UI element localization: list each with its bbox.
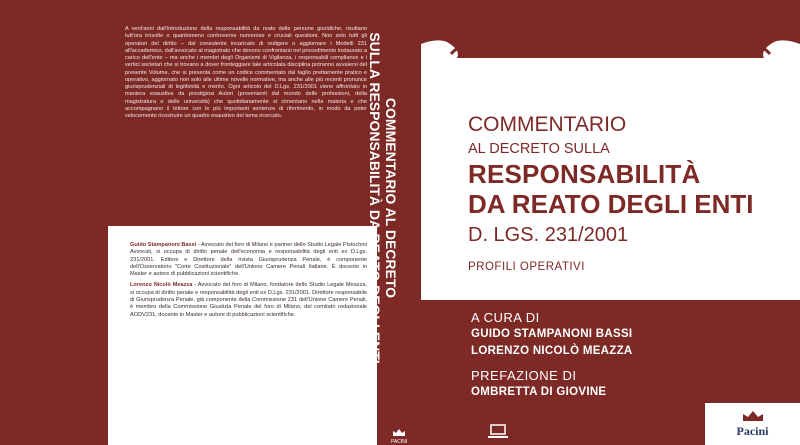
- preface-author: OMBRETTA DI GIOVINE: [471, 386, 607, 398]
- title-line: COMMENTARIO: [468, 113, 627, 136]
- author-bio-text: - Avvocato del foro di Milano, fondatore dello Studio Legale Meazza, si occupa di diritto penale e responsabilità degli enti ex D.Lgs. 231/2001. Direttore responsabile di Giurisprudenza Penale, già componente della Commissione 231 dell'Unione Camere Penali, è membro della Commissione Giustizia Penale del foro di Milano, del comitato redazionale AODV231, docente in Master e autore di pubblicazioni scientifiche.: [130, 282, 367, 318]
- crown-icon: [740, 410, 766, 422]
- title-line: RESPONSABILITÀ: [468, 159, 701, 189]
- spine-title-line2: SULLA RESPONSABILITÀ DA REATO DEGLI ENTI: [367, 32, 383, 364]
- series-name: / COMMENTARI: [519, 0, 702, 19]
- author-bio-name: Lorenzo Nicolò Meazza: [130, 282, 193, 289]
- spine-title-line1: COMMENTARIO AL DECRETO: [383, 97, 399, 299]
- front-cover: [421, 0, 800, 445]
- back-cover-blurb-panel: [108, 0, 377, 226]
- editor-name: GUIDO STAMPANONI BASSI: [471, 328, 633, 340]
- ebook-laptop-icon: [487, 423, 509, 439]
- publisher-name: Pacini: [736, 424, 769, 438]
- back-cover-strip: [0, 0, 108, 445]
- spine-publisher-logo: [391, 427, 407, 445]
- spine-publisher-label: PACINI: [391, 439, 408, 445]
- preface-label: PREFAZIONE DI: [471, 368, 577, 383]
- book-title: [468, 113, 754, 274]
- author-bios-panel: [108, 236, 377, 445]
- title-line: DA REATO DEGLI ENTI: [468, 189, 754, 219]
- book-spine: [367, 0, 421, 445]
- series-subtitle: di giurisprudenza e dottrina: [531, 18, 690, 33]
- curated-by-label: A CURA DI: [471, 310, 540, 325]
- back-cover: [0, 0, 377, 445]
- back-cover-blurb: A vent'anni dall'introduzione della responsabilità da reato delle persone giuridiche, risultano tutt'ora irrisolte o quantomeno controverse numerose e cruciali questioni. Non solo tutti gli operatori del diritto – dal consulente incaricato di redigere o aggiornare i Modelli 231 all'accademico, dall'avvocato al magistrato che devono confrontarsi nel procedimento instaurato a carico dell'ente – ma anche i membri degli Organismi di Vigilanza, i responsabili compliance e i vertici societari che si trovano a dover fronteggiare tale articolata disciplina potranno avvalersi del presente Volume, che si presenta come un codice commentato dal taglio prettamente pratico e operativo, aggiornato non solo alle ultime novelle normative, ma anche alle più recenti pronunce giurisprudenziali di legittimità e merito. Ogni articolo del D.Lgs. 231/2001 viene affrontato in maniera esaustiva da prestigiosi Autori (provenienti dal mondo delle professioni, della magistratura e delle università) che quotidianamente si cimentano nella materia e che accompagnano il lettore con le più importanti sentenze di riferimento, in modo da poter velocemente ricostruire un quadro esaustivo del tema ricercato.: [125, 26, 367, 119]
- spine-emblem-icon: [391, 427, 407, 437]
- author-bio: [130, 282, 367, 318]
- publisher-emblem-icon: [705, 410, 800, 424]
- title-line: D. LGS. 231/2001: [468, 224, 629, 246]
- author-bio-name: Guido Stampanoni Bassi: [130, 242, 197, 248]
- publisher-logo: [705, 403, 800, 445]
- title-line: AL DECRETO SULLA: [468, 141, 610, 157]
- author-bio: [130, 242, 367, 278]
- credits-block: [471, 310, 633, 401]
- editor-name: LORENZO NICOLÒ MEAZZA: [471, 345, 633, 357]
- author-bio-text: - Avvocato del foro di Milano e partner dello Studio Legale Pistochini Avvocati, si occupa di diritto penale dell'economia e responsabilità degli enti ex D.Lgs. 231/2001. Editore e Direttore della rivista Giurisprudenza Penale, è componente dell'Osservatorio "Corte Costituzionale" dell'Unione Camere Penali Italiane. È docente in Master e autore di pubblicazioni scientifiche.: [130, 242, 367, 278]
- book-subtitle: PROFILI OPERATIVI: [468, 261, 585, 273]
- spine-title: [367, 8, 399, 388]
- series-title: [421, 0, 800, 34]
